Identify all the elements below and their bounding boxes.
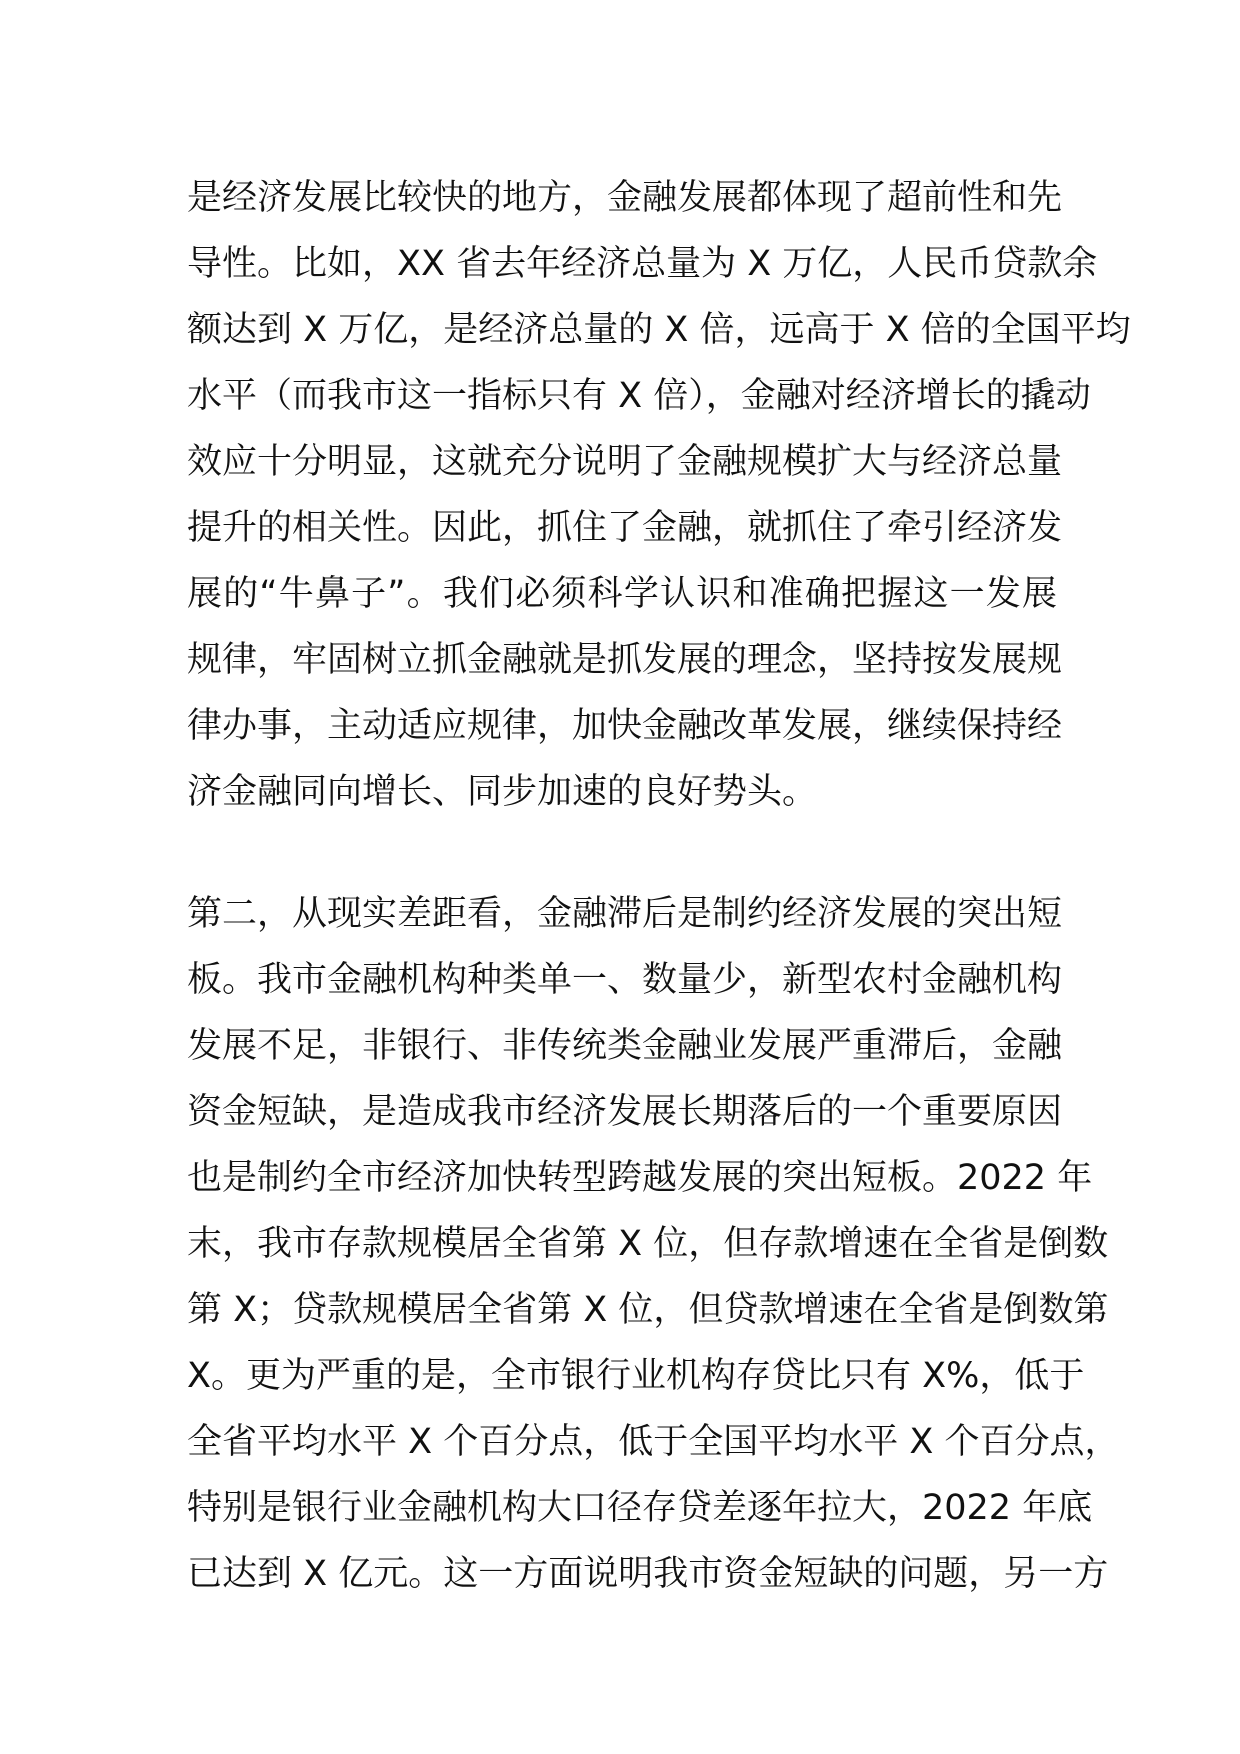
text-line: 额达到 X 万亿，是经济总量的 X 倍，远高于 X 倍的全国平均 <box>187 310 1131 350</box>
text-line: 效应十分明显，这就充分说明了金融规模扩大与经济总量 <box>187 442 1063 482</box>
text-line: X。更为严重的是，全市银行业机构存贷比只有 X%，低于 <box>187 1356 1085 1396</box>
paragraph-1 <box>187 165 1131 825</box>
text-line: 导性。比如，XX 省去年经济总量为 X 万亿，人民币贷款余 <box>187 244 1098 284</box>
text-line: 第二，从现实差距看，金融滞后是制约经济发展的突出短 <box>187 894 1063 934</box>
text-line: 板。我市金融机构种类单一、数量少，新型农村金融机构 <box>187 960 1063 1000</box>
text-line: 展的“牛鼻子”。我们必须科学认识和准确把握这一发展 <box>187 574 1057 614</box>
text-line: 济金融同向增长、同步加速的良好势头。 <box>187 772 818 812</box>
text-line: 水平（而我市这一指标只有 X 倍），金融对经济增长的撬动 <box>187 376 1091 416</box>
text-line: 提升的相关性。因此，抓住了金融，就抓住了牵引经济发 <box>187 508 1063 548</box>
text-line: 发展不足，非银行、非传统类金融业发展严重滞后，金融 <box>187 1026 1063 1066</box>
text-line: 全省平均水平 X 个百分点，低于全国平均水平 X 个百分点， <box>187 1422 1120 1462</box>
text-line: 第 X；贷款规模居全省第 X 位，但贷款增速在全省是倒数第 <box>187 1290 1109 1330</box>
text-line: 末，我市存款规模居全省第 X 位，但存款增速在全省是倒数 <box>187 1224 1109 1264</box>
text-line: 已达到 X 亿元。这一方面说明我市资金短缺的问题，另一方 <box>187 1554 1109 1594</box>
paragraph-2 <box>187 881 1120 1607</box>
text-line: 是经济发展比较快的地方，金融发展都体现了超前性和先 <box>187 178 1063 218</box>
text-line: 也是制约全市经济加快转型跨越发展的突出短板。2022 年 <box>187 1158 1093 1198</box>
text-line: 规律，牢固树立抓金融就是抓发展的理念，坚持按发展规 <box>187 640 1063 680</box>
text-line: 特别是银行业金融机构大口径存贷差逐年拉大，2022 年底 <box>187 1488 1093 1528</box>
text-line: 资金短缺，是造成我市经济发展长期落后的一个重要原因 <box>187 1092 1063 1132</box>
text-line: 律办事，主动适应规律，加快金融改革发展，继续保持经 <box>187 706 1063 746</box>
